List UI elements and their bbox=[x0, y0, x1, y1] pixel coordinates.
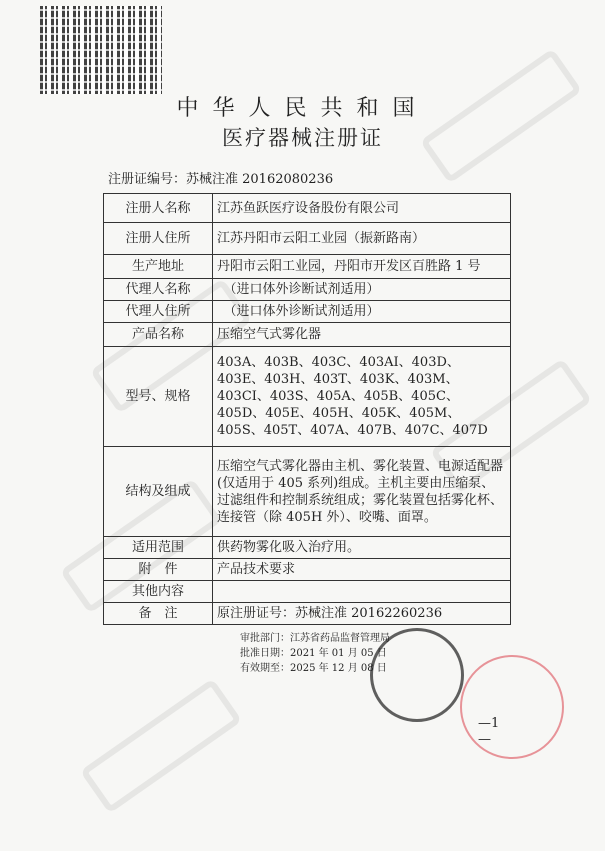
expiry-date: 有效期至：2025 年 12 月 08 日 bbox=[240, 663, 387, 674]
table-row bbox=[104, 603, 511, 625]
row-value: 压缩空气式雾化器 bbox=[213, 323, 511, 347]
table-row bbox=[104, 323, 511, 347]
row-label: 代理人住所 bbox=[104, 301, 213, 323]
row-value: （进口体外诊断试剂适用） bbox=[213, 279, 511, 301]
page-number: —1— bbox=[478, 716, 500, 747]
approval-info bbox=[240, 631, 511, 676]
row-value: 江苏鱼跃医疗设备股份有限公司 bbox=[213, 194, 511, 223]
row-label: 生产地址 bbox=[104, 255, 213, 279]
row-label: 型号、规格 bbox=[104, 347, 213, 447]
table-row bbox=[104, 581, 511, 603]
row-label: 适用范围 bbox=[104, 537, 213, 559]
table-row bbox=[104, 301, 511, 323]
table-row bbox=[104, 223, 511, 255]
row-value: 江苏丹阳市云阳工业园（振新路南） bbox=[213, 223, 511, 255]
row-value bbox=[213, 581, 511, 603]
row-label: 代理人名称 bbox=[104, 279, 213, 301]
row-value: （进口体外诊断试剂适用） bbox=[213, 301, 511, 323]
row-label: 其他内容 bbox=[104, 581, 213, 603]
table-row bbox=[104, 447, 511, 537]
row-value: 原注册证号：苏械注准 20162260236 bbox=[213, 603, 511, 625]
table-row bbox=[104, 347, 511, 447]
table-row bbox=[104, 559, 511, 581]
row-label: 注册人住所 bbox=[104, 223, 213, 255]
row-label: 注册人名称 bbox=[104, 194, 213, 223]
qr-code bbox=[40, 6, 162, 94]
approval-dept: 审批部门：江苏省药品监督管理局 bbox=[240, 633, 390, 644]
row-label: 附 件 bbox=[104, 559, 213, 581]
table-row bbox=[104, 255, 511, 279]
title-country: 中华人民共和国 bbox=[176, 96, 429, 121]
table-row bbox=[104, 279, 511, 301]
row-value: 产品技术要求 bbox=[213, 559, 511, 581]
row-value: 压缩空气式雾化器由主机、雾化装置、电源适配器(仅适用于 405 系列)组成。主机主要由压缩泵、过滤组件和控制系统组成；雾化装置包括雾化杯、连接管（除 405H 外）、咬嘴、面罩。 bbox=[213, 447, 511, 537]
approval-date: 批准日期：2021 年 01 月 05 日 bbox=[240, 648, 387, 659]
row-label: 产品名称 bbox=[104, 323, 213, 347]
content-flow bbox=[103, 193, 511, 748]
table-row bbox=[104, 194, 511, 223]
title-document: 医疗器械注册证 bbox=[222, 126, 383, 150]
row-value: 403A、403B、403C、403AI、403D、403E、403H、403T、403K、403M、403CI、403S、405A、405B、405C、405D、405E、405H、405K、405M、405S、405T、407A、407B、407C、407D bbox=[213, 347, 511, 447]
table-row bbox=[104, 537, 511, 559]
registration-table bbox=[103, 193, 511, 625]
row-label: 备 注 bbox=[104, 603, 213, 625]
row-value: 供药物雾化吸入治疗用。 bbox=[213, 537, 511, 559]
row-value: 丹阳市云阳工业园，丹阳市开发区百胜路 1 号 bbox=[213, 255, 511, 279]
cert-number: 注册证编号：苏械注准 20162080236 bbox=[108, 172, 334, 187]
row-label: 结构及组成 bbox=[104, 447, 213, 537]
